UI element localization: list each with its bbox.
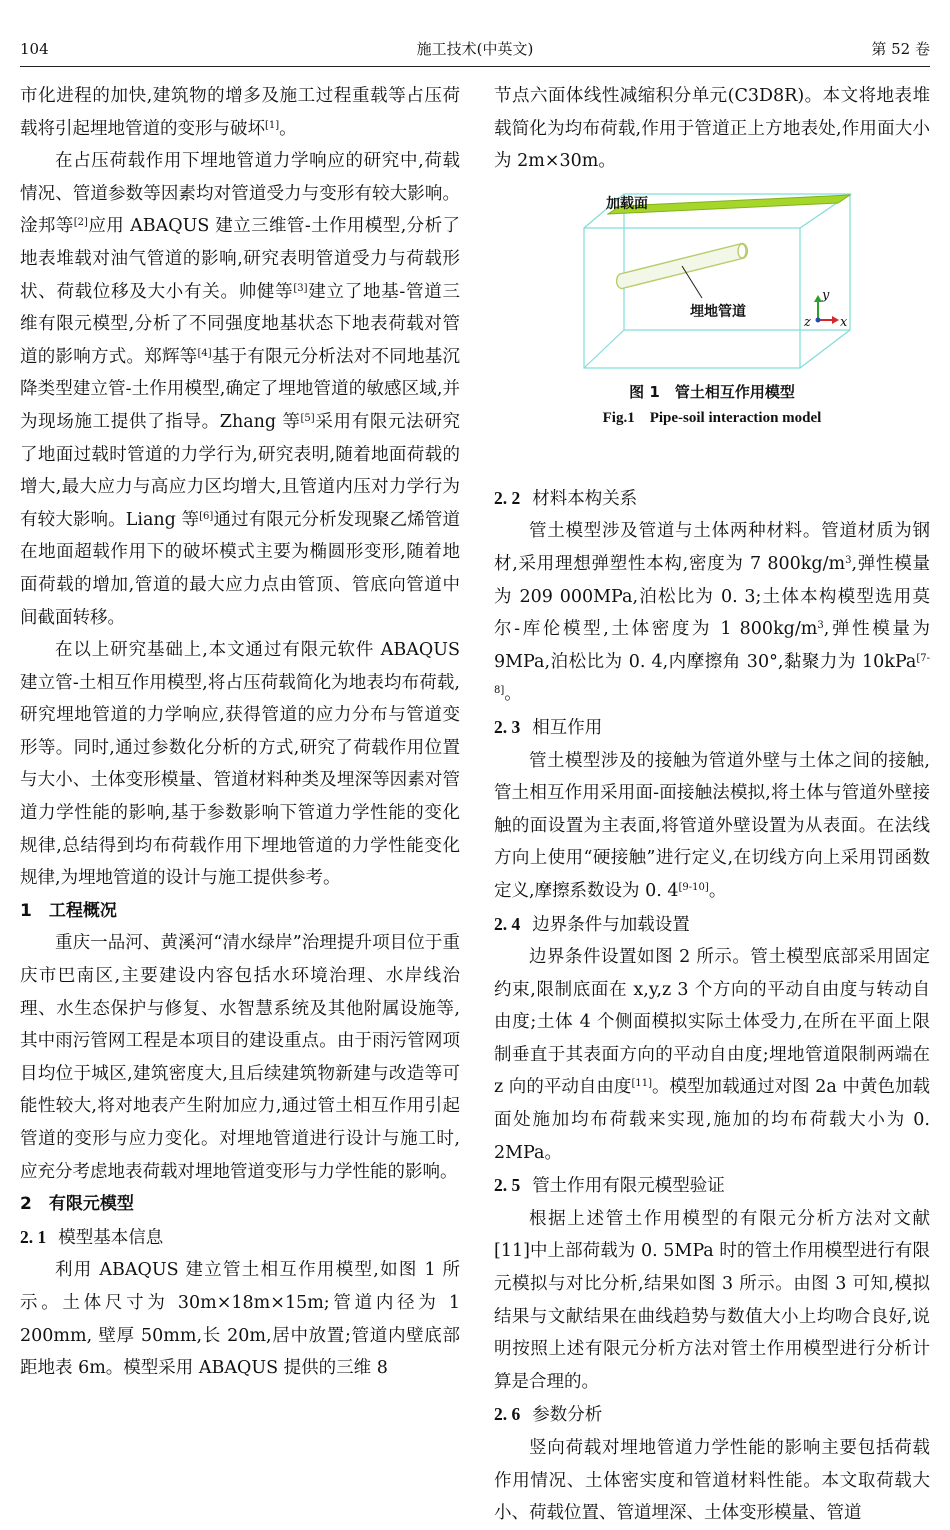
citation: [4] [197, 347, 212, 359]
citation: [3] [293, 282, 308, 294]
subsection-heading-2-6: 2. 6 参数分析 [494, 1404, 603, 1426]
page-number: 104 [20, 40, 49, 58]
subsection-heading-2-5: 2. 5 管土作用有限元模型验证 [494, 1175, 725, 1197]
left-column [20, 80, 460, 1385]
citation: [6] [199, 510, 214, 522]
paragraph-element-type: 节点六面体线性减缩积分单元(C3D8R)。本文将地表堆载简化为均布荷载,作用于管道正上方地表处,作用面大小为 2m×30m。 [494, 86, 930, 172]
header-rule [20, 66, 930, 67]
subsection-heading-2-1: 2. 1 模型基本信息 [20, 1226, 164, 1248]
subsection-heading-2-4: 2. 4 边界条件与加载设置 [494, 913, 690, 935]
citation: [5] [300, 412, 315, 424]
citation: [2] [73, 217, 88, 229]
figure-1 [494, 180, 930, 482]
journal-name: 施工技术(中英文) [416, 40, 534, 58]
right-column [494, 80, 930, 1530]
soil-box-front [584, 228, 800, 368]
volume-label: 第 52 卷 [871, 40, 930, 58]
section-heading-2: 2 有限元模型 [20, 1194, 134, 1215]
paragraph-interaction: 管土模型涉及的接触为管道外壁与土体之间的接触,管土相互作用采用面-面接触法模拟,将土体与管道外壁接触的面设置为主表面,将管道外壁设置为从表面。在法线方向上使用“硬接触”进行定义,在切线方向上采用罚函数定义,摩擦系数设为 0. 4[9-10]。 [494, 750, 930, 901]
load-surface-label: 加载面 [606, 195, 648, 212]
citation: [11] [631, 1078, 652, 1090]
paragraph-validation: 根据上述管土作用模型的有限元分析方法对文献[11]中上部荷载为 0. 5MPa 时的管土作用模型进行有限元模拟与对比分析,结果如图 3 所示。由图 3 可知,模拟结果与文献结果在曲线趋势与数值大小上均吻合良好,说明按照上述有限元分析方法对管土作用模型进行分析计算是合理的。 [494, 1208, 930, 1392]
pipe-label: 埋地管道 [690, 303, 746, 320]
subsection-heading-2-2: 2. 2 材料本构关系 [494, 487, 638, 509]
citation: [1] [265, 119, 280, 131]
paragraph-boundary: 边界条件设置如图 2 所示。管土模型底部采用固定约束,限制底面在 x,y,z 3 个方向的平动自由度与转动自由度;土体 4 个侧面模拟实际土体受力,在所在平面上限制垂直于其表面方向的平动自由度;埋地管道限制两端在 z 向的平动自由度[11]。模型加载通过对图 2a 中黄色加载面处施加均布荷载来实现,施加的均布荷载大小为 0. 2MPa。 [494, 947, 930, 1163]
paragraph-intro-cont: 市化进程的加快,建筑物的增多及施工过程重载等占压荷载将引起埋地管道的变形与破坏[1]。 [20, 86, 460, 139]
section-heading-1: 1 工程概况 [20, 900, 117, 921]
paragraph-literature: 在占压荷载作用下埋地管道力学响应的研究中,荷载情况、管道参数等因素均对管道受力与变形有较大影响。淦邦等[2]应用 ABAQUS 建立三维管-土作用模型,分析了地表堆载对油气管道的影响,研究表明管道受力与荷载形状、荷载位移及大小有关。帅健等[3]建立了地基-管道三维有限元模型,分析了不同强度地基状态下地表荷载对管道的影响方式。郑辉等[4]基于有限元分析法对不同地基沉降类型建立管-土作用模型,确定了埋地管道的敏感区域,并为现场施工提供了指导。Zhang 等[5]采用有限元法研究了地面过载时管道的力学行为,研究表明,随着地面荷载的增大,最大应力与高应力区均增大,且管道内压对力学行为有较大影响。Liang 等[6]通过有限元分析发现聚乙烯管道在地面超载作用下的破坏模式主要为椭圆形变形,随着地面荷载的增加,管道的最大应力点由管顶、管底向管道中间截面转移。 [20, 151, 461, 628]
page-header [20, 36, 930, 62]
paragraph-materials: 管土模型涉及管道与土体两种材料。管道材质为钢材,采用理想弹塑性本构,密度为 7 $800kg/m^3$,弹性模量为 209 000MPa,泊松比为 0. 3;土体本构模型选用莫尔-库伦模型,土体密度为 1 $800kg/m^3$,弹性模量为 9MPa,泊松比为 0. 4,内摩擦角 30°,黏聚力为 10kPa[7-8]。 [494, 521, 931, 705]
x-axis-label: x [840, 314, 848, 330]
subsection-heading-2-3: 2. 3 相互作用 [494, 716, 603, 738]
paragraph-model-info: 利用 ABAQUS 建立管土相互作用模型,如图 1 所示。土体尺寸为 30m×18m×15m;管道内径为 1 200mm, 壁厚 50mm,长 20m,居中放置;管道内壁底部距地表 6m。模型采用 ABAQUS 提供的三维 8 [20, 1260, 460, 1379]
z-axis-label: z [804, 314, 811, 330]
paragraph-project: 重庆一品河、黄溪河“清水绿岸”治理提升项目位于重庆市巴南区,主要建设内容包括水环境治理、水岸线治理、水生态保护与修复、水智慧系统及其他附属设施等,其中雨污管网工程是本项目的建设重点。由于雨污管网项目均位于城区,建筑密度大,且后续建筑物新建与改造等可能性较大,将对地表产生附加应力,通过管土相互作用引起管道的变形与应力变化。对埋地管道进行设计与施工时,应充分考虑地表荷载对埋地管道变形与力学性能的影响。 [20, 933, 460, 1182]
citation: [7-8] [494, 652, 930, 697]
figure-caption-en: Fig.1 Pipe-soil interaction model [602, 409, 822, 426]
citation: [9-10] [678, 881, 709, 893]
paragraph-aim: 在以上研究基础上,本文通过有限元软件 ABAQUS 建立管-土相互作用模型,将占压荷载简化为地表均布荷载,研究埋地管道的力学响应,获得管道的应力分布与管道变形等。同时,通过参数化分析的方式,研究了荷载作用位置与大小、土体变形模量、管道材料种类及埋深等因素对管道力学性能的影响,基于参数影响下管道力学性能的变化规律,总结得到均布荷载作用下埋地管道的力学性能变化规律,为埋地管道的设计与施工提供参考。 [20, 640, 460, 889]
y-axis-label: y [822, 287, 830, 303]
figure-caption-cn: 图 1 管土相互作用模型 [629, 382, 795, 401]
axis-triad [803, 288, 848, 330]
paragraph-parameters: 竖向荷载对埋地管道力学性能的影响主要包括荷载作用情况、土体密实度和管道材料性能。本文取荷载大小、荷载位置、管道埋深、土体变形模量、管道 [494, 1438, 930, 1524]
pipe-soil-model-diagram [572, 186, 862, 376]
